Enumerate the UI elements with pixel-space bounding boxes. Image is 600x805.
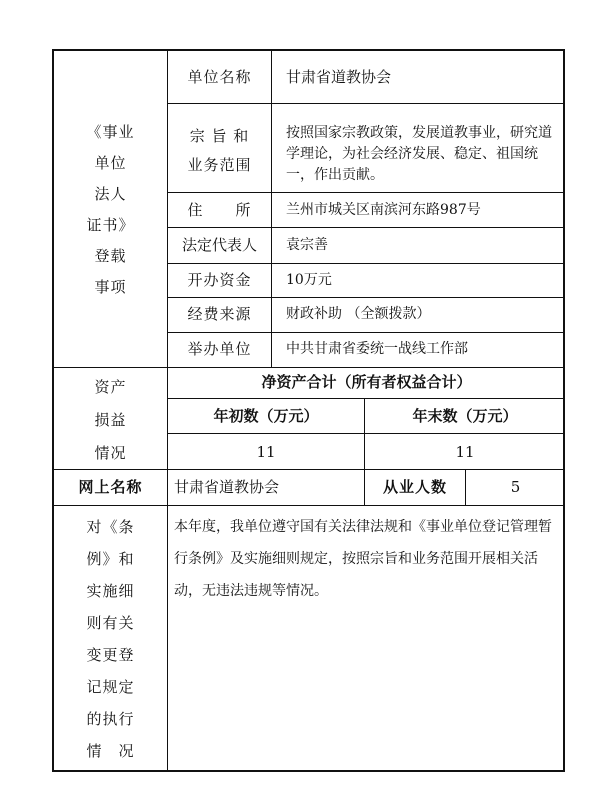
legal-rep-label: 法定代表人	[181, 236, 257, 254]
start-of-year-header: 年初数（万元）	[213, 407, 319, 425]
end-of-year-header: 年末数（万元）	[412, 407, 518, 425]
purpose-label-line2: 业务范围	[187, 156, 252, 174]
capital-value: 10万元	[286, 272, 332, 288]
rule	[271, 51, 272, 367]
unit-name-value: 甘肃省道教协会	[286, 68, 392, 86]
rule	[167, 263, 565, 264]
capital-label: 开办资金	[187, 271, 252, 289]
rule	[167, 103, 565, 104]
execution-side-label: 对《条 例》和 实施细 则有关 变更登 记规定 的执行 情 况	[86, 518, 135, 760]
rule	[167, 227, 565, 228]
purpose-label-line1: 宗 旨 和	[189, 127, 250, 145]
staff-count-value: 5	[510, 478, 521, 496]
sponsor-label: 举办单位	[187, 340, 252, 358]
start-of-year-value: 11	[256, 443, 276, 461]
net-assets-header: 净资产合计（所有者权益合计）	[261, 373, 472, 391]
funding-value: 财政补助 （全额拨款）	[286, 306, 431, 322]
online-name-label: 网上名称	[78, 478, 143, 496]
rule	[54, 367, 565, 368]
funding-label: 经费来源	[187, 305, 252, 323]
sponsor-value: 中共甘肃省委统一战线工作部	[286, 341, 468, 357]
purpose-value: 按照国家宗教政策，发展道教事业，研究道学理论，为社会经济发展、稳定、祖国统一，作出贡献。	[286, 125, 552, 183]
rule	[167, 398, 565, 399]
execution-text: 本年度，我单位遵守国有关法律法规和《事业单位登记管理暂行条例》及实施细则规定，按照宗旨和业务范围开展相关活动，无违法违规等情况。	[174, 519, 552, 599]
address-value: 兰州市城关区南滨河东路987号	[286, 202, 481, 218]
address-label: 住 所	[187, 201, 252, 219]
online-name-value: 甘肃省道教协会	[174, 478, 280, 496]
annual-report-form	[52, 49, 565, 772]
registration-side-label: 《事业 单位 法人 证书》 登载 事项	[86, 123, 135, 296]
staff-count-label: 从业人数	[382, 478, 447, 496]
end-of-year-value: 11	[455, 443, 475, 461]
rule	[54, 505, 565, 506]
unit-name-label: 单位名称	[187, 68, 252, 86]
legal-rep-value: 袁宗善	[286, 237, 328, 253]
rule	[167, 433, 565, 434]
rule	[167, 192, 565, 193]
assets-side-label: 资产 损益 情况	[94, 378, 127, 462]
rule	[167, 297, 565, 298]
rule	[167, 332, 565, 333]
